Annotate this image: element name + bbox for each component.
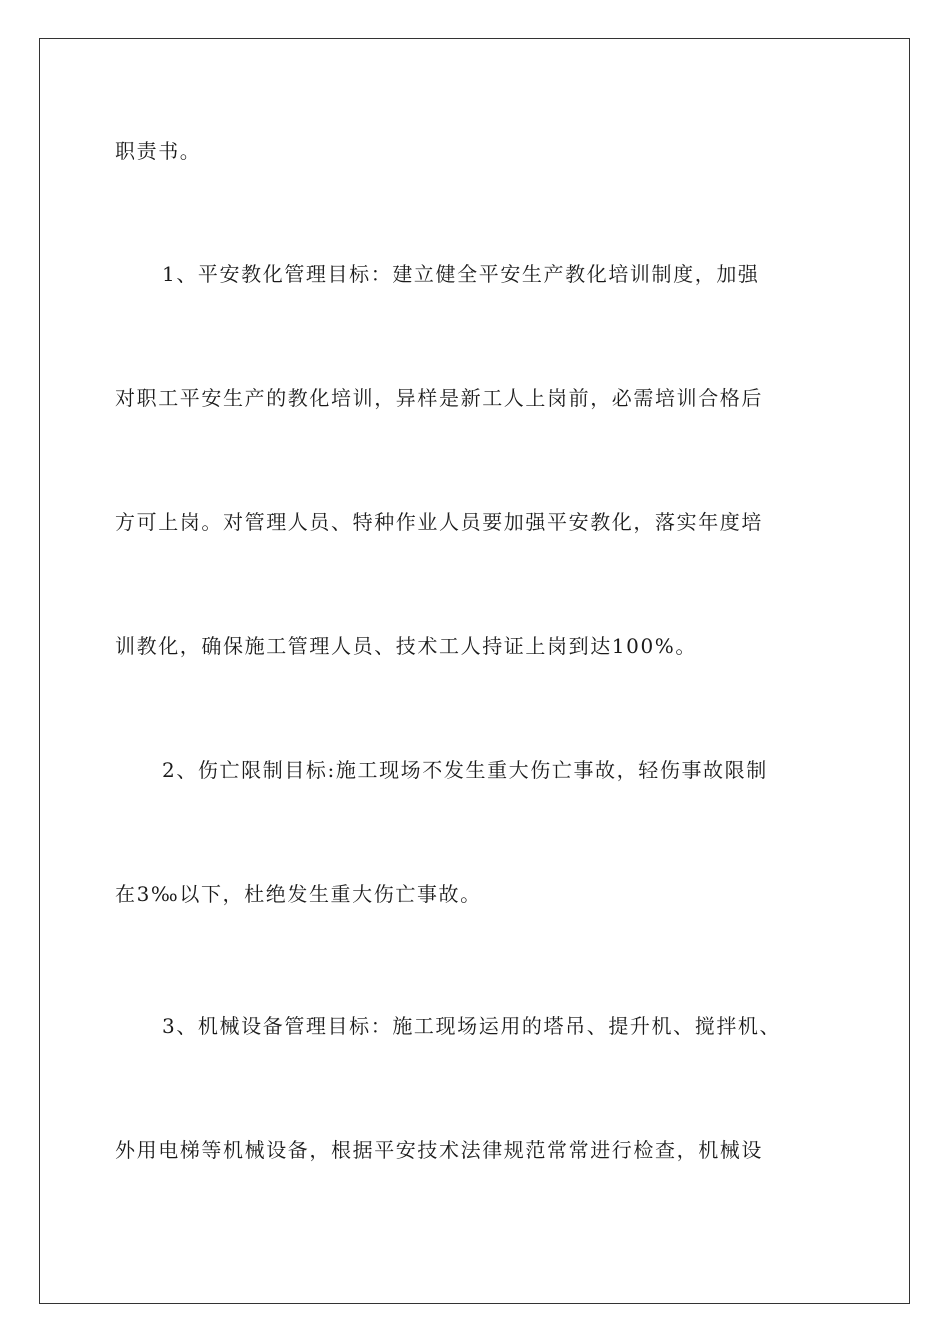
text-line: 对职工平安生产的教化培训，异样是新工人上岗前，必需培训合格后 [115,386,763,410]
page-border [39,38,910,1304]
text-line: 训教化，确保施工管理人员、技术工人持证上岗到达100%。 [115,634,697,658]
paragraph-1-first-line: 1、平安教化管理目标：建立健全平安生产教化培训制度，加强 [162,262,760,286]
text-line: 职责书。 [115,139,202,163]
paragraph-2-first-line: 2、伤亡限制目标:施工现场不发生重大伤亡事故，轻伤事故限制 [162,758,768,782]
text-line: 方可上岗。对管理人员、特种作业人员要加强平安教化，落实年度培 [115,510,763,534]
text-line: 在3‰以下，杜绝发生重大伤亡事故。 [115,882,482,906]
paragraph-3-first-line: 3、机械设备管理目标：施工现场运用的塔吊、提升机、搅拌机、 [162,1014,782,1038]
text-line: 外用电梯等机械设备，根据平安技术法律规范常常进行检查，机械设 [115,1138,763,1162]
